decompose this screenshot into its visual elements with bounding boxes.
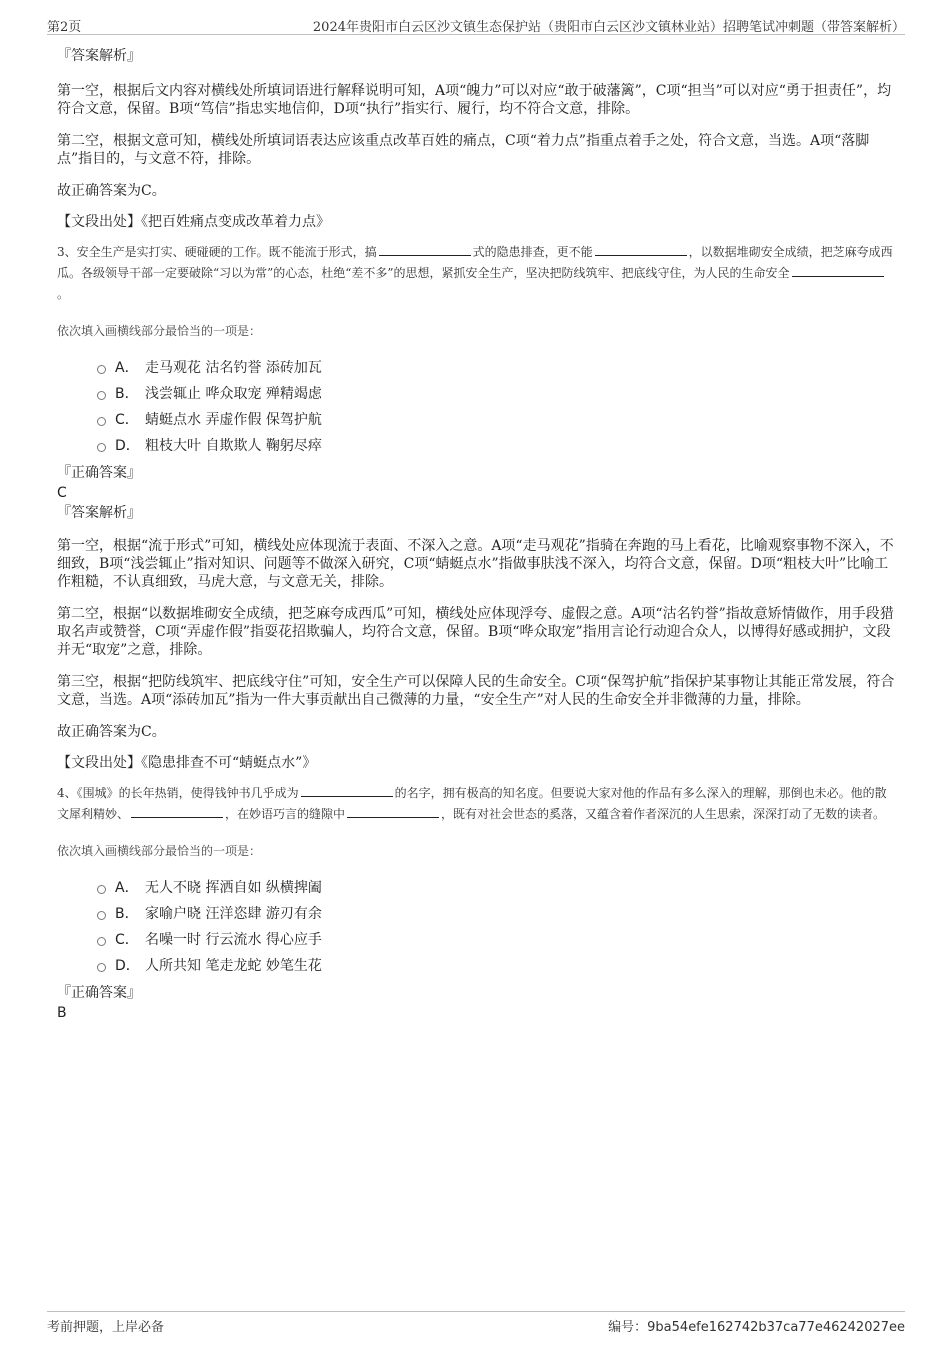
page-content: [57, 44, 895, 1023]
radio-icon[interactable]: [97, 391, 106, 400]
radio-icon[interactable]: [97, 885, 106, 894]
radio-icon[interactable]: [97, 443, 106, 452]
fill-blank: [301, 785, 393, 797]
page-footer: [47, 1311, 905, 1336]
correct-answer: B: [57, 1005, 67, 1021]
correct-answer-label: 『正确答案』: [57, 465, 141, 481]
document-title: 2024年贵阳市白云区沙文镇生态保护站（贵阳市白云区沙文镇林业站）招聘笔试冲刺题（带答案解析）: [312, 20, 905, 35]
source-title: 《隐患排查不可“蜻蜓点水”》: [141, 755, 317, 771]
analysis-paragraph: 第一空，根据“流于形式”可知，横线处应体现流于表面、不深入之意。A项“走马观花”指骑在奔跑的马上看花，比喻观察事物不深入，不细致，B项“浅尝辄止”指对知识、问题等不做深入研究，C项“蜻蜓点水”指做事肤浅不深入，均符合文意，保留。D项“粗枝大叶”比喻工作粗糙，不认真细致，马虎大意，与文意无关，排除。: [57, 538, 894, 590]
fill-blank: [379, 244, 471, 256]
question-4-options: [57, 875, 895, 979]
option-a[interactable]: A． 无人不晓 挥洒自如 纵横捭阖: [97, 875, 895, 901]
option-c[interactable]: C． 名噪一时 行云流水 得心应手: [97, 927, 895, 953]
analysis-paragraph: 第三空，根据“把防线筑牢、把底线守住”可知，安全生产可以保障人民的生命安全。C项“保驾护航”指保护某事物让其能正常发展，符合文意，当选。A项“添砖加瓦”指为一件大事贡献出自己微薄的力量，“安全生产”对人民的生命安全并非微薄的力量，排除。: [57, 674, 895, 708]
page-number: 第2页: [47, 20, 82, 35]
question-instruction: 依次填入画横线部分最恰当的一项是：: [57, 324, 262, 338]
option-d[interactable]: D． 人所共知 笔走龙蛇 妙笔生花: [97, 953, 895, 979]
question-3-stem: 3、安全生产是实打实、硬碰硬的工作。既不能流于形式，搞 式的隐患排查，更不能 ，以数据堆砌安全成绩，把芝麻夸成西瓜。各级领导干部一定要破除“习以为常”的心态，杜绝“差不多”的思想，紧抓安全生产，坚决把防线筑牢、把底线守住，为人民的生命安全。: [57, 245, 893, 301]
fill-blank: [792, 265, 884, 277]
question-3-options: [57, 355, 895, 459]
source-prefix: 【文段出处】: [57, 755, 141, 771]
source-citation: [57, 753, 895, 773]
option-c[interactable]: C． 蜻蜓点水 弄虚作假 保驾护航: [97, 407, 895, 433]
source-prefix: 【文段出处】: [57, 214, 141, 230]
question-instruction: 依次填入画横线部分最恰当的一项是：: [57, 844, 262, 858]
radio-icon[interactable]: [97, 417, 106, 426]
radio-icon[interactable]: [97, 937, 106, 946]
question-number: 4、: [57, 786, 77, 800]
fill-blank: [347, 806, 439, 818]
analysis-paragraph: 第一空，根据后文内容对横线处所填词语进行解释说明可知，A项“魄力”可以对应“敢于破藩篱”，C项“担当”可以对应“勇于担责任”，均符合文意，保留。B项“笃信”指忠实地信仰，D项“执行”指实行、履行，均不符合文意，排除。: [57, 83, 892, 117]
analysis-paragraph: 第二空，根据“以数据堆砌安全成绩，把芝麻夸成西瓜”可知，横线处应体现浮夸、虚假之意。A项“沽名钓誉”指故意矫情做作，用手段猎取名声或赞誉，C项“弄虚作假”指耍花招欺骗人，均符合文意，保留。B项“哗众取宠”指用言论行动迎合众人，以博得好感或拥护，文段并无“取宠”之意，排除。: [57, 606, 894, 658]
document-id: 编号：9ba54efe162742b37ca77e46242027ee: [608, 1320, 905, 1335]
page-header: [47, 14, 905, 35]
option-b[interactable]: B． 浅尝辄止 哗众取宠 殚精竭虑: [97, 381, 895, 407]
fill-blank: [131, 806, 223, 818]
fill-blank: [595, 244, 687, 256]
radio-icon[interactable]: [97, 963, 106, 972]
source-title: 《把百姓痛点变成改革着力点》: [141, 214, 330, 230]
analysis-paragraph: 第二空，根据文意可知，横线处所填词语表达应该重点改革百姓的痛点，C项“着力点”指重点着手之处，符合文意，当选。A项“落脚点”指目的，与文意不符，排除。: [57, 133, 870, 167]
footer-slogan: 考前押题，上岸必备: [47, 1320, 165, 1335]
question-number: 3、: [57, 245, 77, 259]
option-a[interactable]: A． 走马观花 沽名钓誉 添砖加瓦: [97, 355, 895, 381]
option-b[interactable]: B． 家喻户晓 汪洋恣肆 游刃有余: [97, 901, 895, 927]
radio-icon[interactable]: [97, 365, 106, 374]
analysis-label: 『答案解析』: [57, 48, 141, 64]
radio-icon[interactable]: [97, 911, 106, 920]
source-citation: [57, 212, 895, 232]
question-4-stem: 4、《围城》的长年热销，使得钱钟书几乎成为 的名字，拥有极高的知名度。但要说大家对他的作品有多么深入的理解，那倒也未必。他的散文犀利精妙、 ，在妙语巧言的缝隙中 ，既有对社会世态的奚落，又蕴含着作者深沉的人生思索，深深打动了无数的读者。: [57, 786, 887, 821]
option-d[interactable]: D． 粗枝大叶 自欺欺人 鞠躬尽瘁: [97, 433, 895, 459]
correct-answer: C: [57, 485, 67, 501]
analysis-label: 『答案解析』: [57, 505, 141, 521]
analysis-conclusion: 故正确答案为C。: [57, 183, 166, 199]
correct-answer-label: 『正确答案』: [57, 985, 141, 1001]
analysis-conclusion: 故正确答案为C。: [57, 724, 166, 740]
